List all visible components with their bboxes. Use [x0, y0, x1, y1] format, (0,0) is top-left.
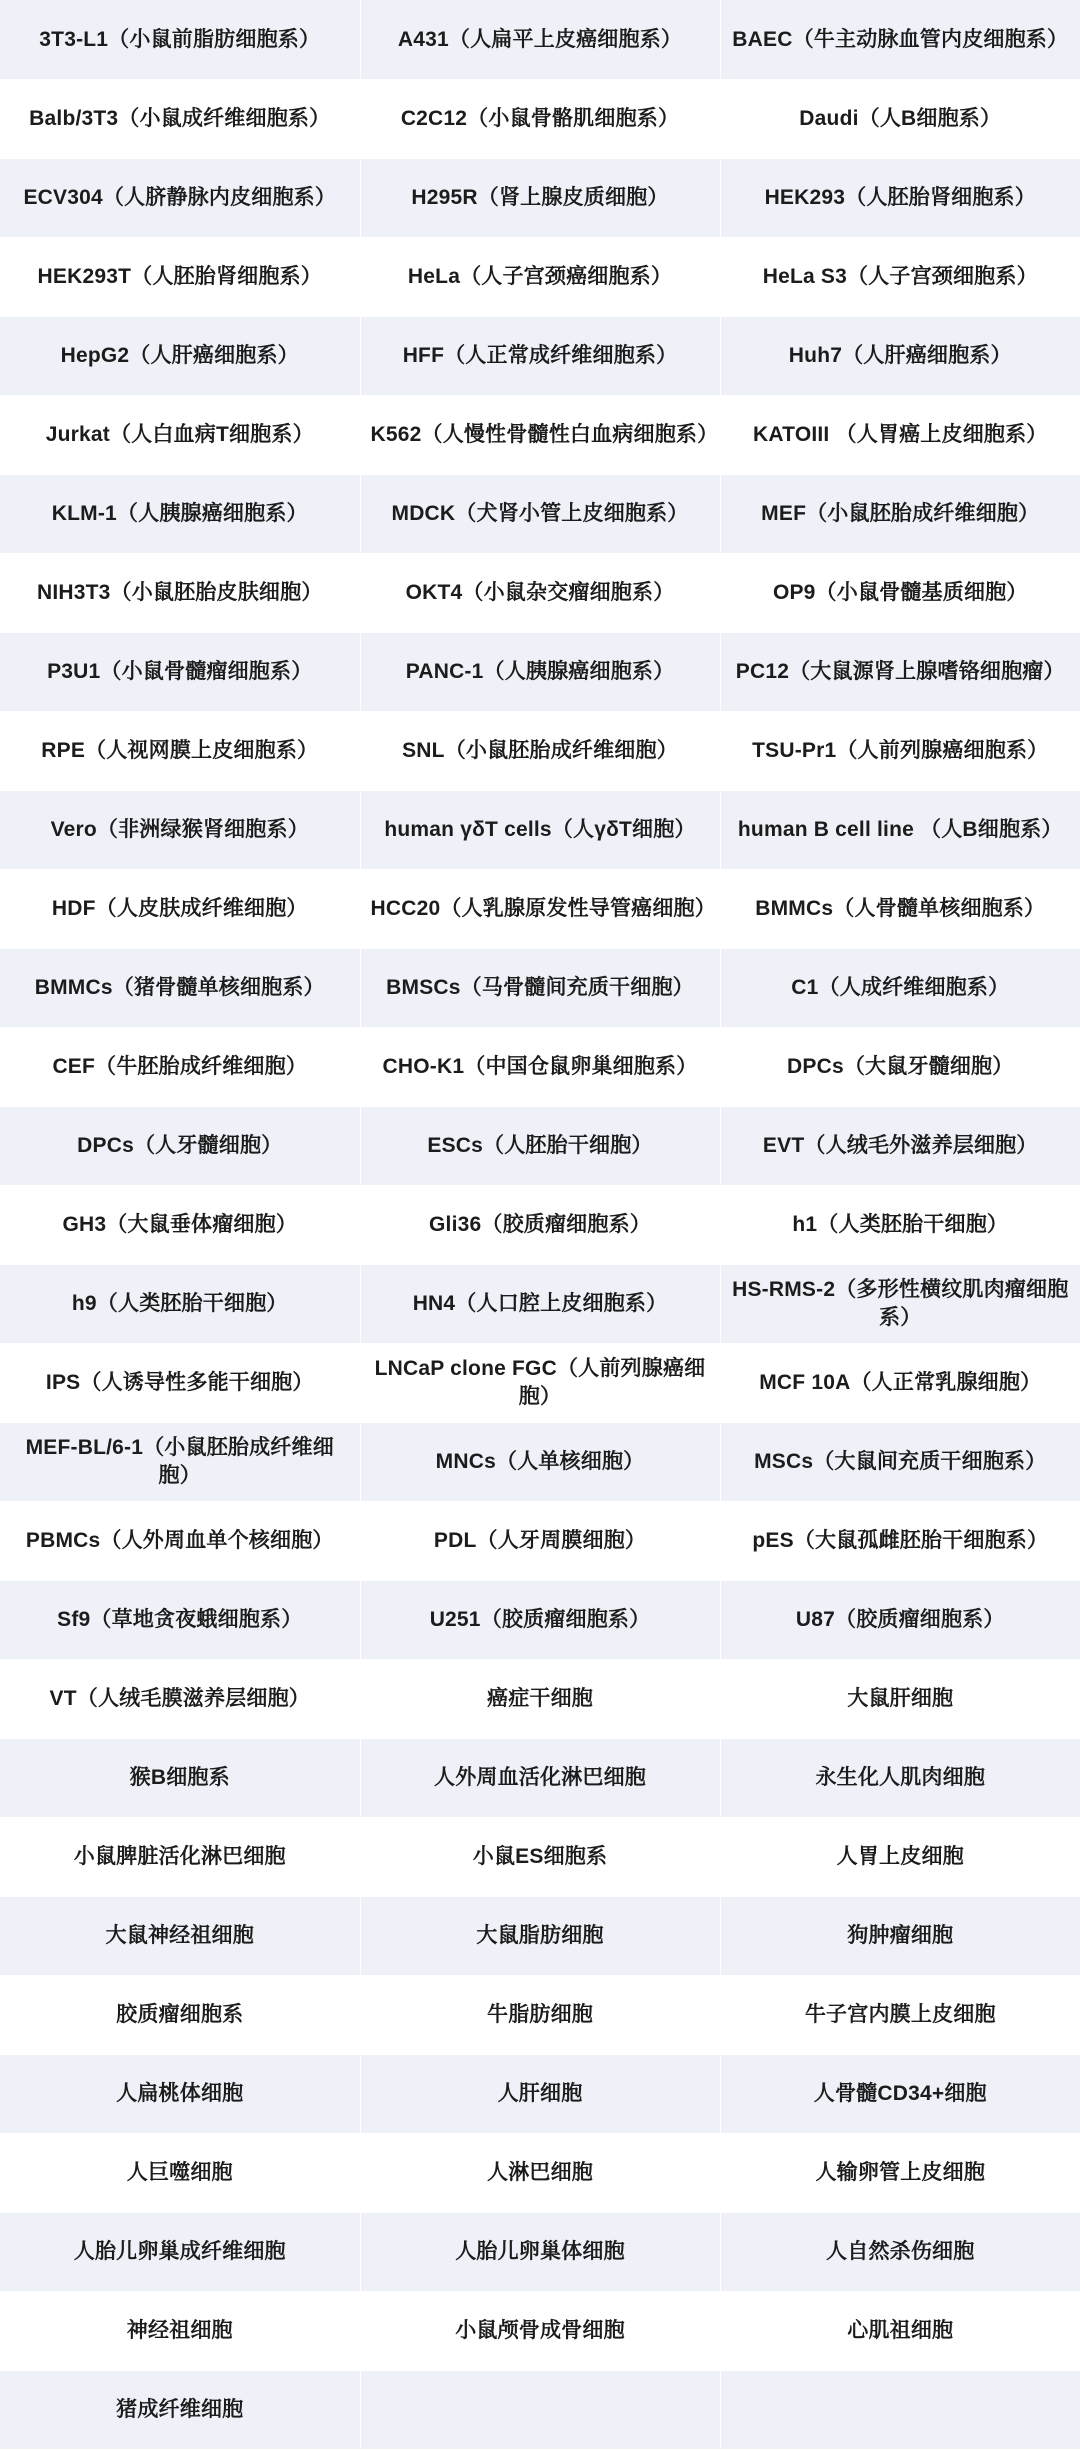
cell-line-name[interactable]: SNL（小鼠胚胎成纤维细胞）	[360, 711, 720, 790]
table-row	[0, 1185, 1080, 1264]
cell-line-name[interactable]: human B cell line （人B细胞系）	[720, 790, 1080, 869]
cell-line-name[interactable]: MCF 10A（人正常乳腺细胞）	[720, 1343, 1080, 1422]
cell-line-name[interactable]: 人输卵管上皮细胞	[720, 2133, 1080, 2212]
cell-line-name[interactable]: 心肌祖细胞	[720, 2291, 1080, 2370]
table-row	[0, 711, 1080, 790]
cell-line-name[interactable]: 人胎儿卵巢成纤维细胞	[0, 2212, 360, 2291]
cell-line-name[interactable]: Vero（非洲绿猴肾细胞系）	[0, 790, 360, 869]
table-row	[0, 1580, 1080, 1659]
cell-line-name[interactable]: OKT4（小鼠杂交瘤细胞系）	[360, 553, 720, 632]
cell-line-name[interactable]: KATOIII （人胃癌上皮细胞系）	[720, 395, 1080, 474]
cell-line-name[interactable]: RPE（人视网膜上皮细胞系）	[0, 711, 360, 790]
cell-line-name[interactable]: 人淋巴细胞	[360, 2133, 720, 2212]
cell-line-name[interactable]: OP9（小鼠骨髓基质细胞）	[720, 553, 1080, 632]
table-row	[0, 1975, 1080, 2054]
cell-line-name[interactable]: 人胃上皮细胞	[720, 1817, 1080, 1896]
cell-line-name[interactable]: MDCK（犬肾小管上皮细胞系）	[360, 474, 720, 553]
cell-line-name[interactable]: HN4（人口腔上皮细胞系）	[360, 1264, 720, 1343]
cell-line-name[interactable]: PDL（人牙周膜细胞）	[360, 1501, 720, 1580]
table-row	[0, 2370, 1080, 2449]
cell-line-name[interactable]: PANC‐1（人胰腺癌细胞系）	[360, 632, 720, 711]
cell-line-name[interactable]: DPCs（人牙髓细胞）	[0, 1106, 360, 1185]
cell-line-name[interactable]: 永生化人肌肉细胞	[720, 1738, 1080, 1817]
cell-line-name[interactable]: DPCs（大鼠牙髓细胞）	[720, 1027, 1080, 1106]
table-row	[0, 1501, 1080, 1580]
cell-line-name[interactable]: U251（胶质瘤细胞系）	[360, 1580, 720, 1659]
cell-line-name[interactable]: Sf9（草地贪夜蛾细胞系）	[0, 1580, 360, 1659]
cell-line-name[interactable]: 人骨髓CD34+细胞	[720, 2054, 1080, 2133]
cell-line-name[interactable]: KLM‐1（人胰腺癌细胞系）	[0, 474, 360, 553]
cell-line-name[interactable]: 猴B细胞系	[0, 1738, 360, 1817]
cell-line-name[interactable]: Daudi（人B细胞系）	[720, 79, 1080, 158]
cell-line-name[interactable]: 人自然杀伤细胞	[720, 2212, 1080, 2291]
table-row	[0, 79, 1080, 158]
cell-line-name[interactable]: h1（人类胚胎干细胞）	[720, 1185, 1080, 1264]
cell-line-name[interactable]: HDF（人皮肤成纤维细胞）	[0, 869, 360, 948]
empty-cell	[360, 2370, 720, 2449]
table-row	[0, 158, 1080, 237]
cell-line-name[interactable]: BMSCs（马骨髓间充质干细胞）	[360, 948, 720, 1027]
cell-line-name[interactable]: H295R（肾上腺皮质细胞）	[360, 158, 720, 237]
cell-line-name[interactable]: 牛子宫内膜上皮细胞	[720, 1975, 1080, 2054]
cell-line-name[interactable]: HCC20（人乳腺原发性导管癌细胞）	[360, 869, 720, 948]
table-row	[0, 553, 1080, 632]
cell-line-name[interactable]: HepG2（人肝癌细胞系）	[0, 316, 360, 395]
cell-line-name[interactable]: h9（人类胚胎干细胞）	[0, 1264, 360, 1343]
cell-line-name[interactable]: HEK293T（人胚胎肾细胞系）	[0, 237, 360, 316]
table-row	[0, 632, 1080, 711]
cell-line-name[interactable]: MEF-BL/6-1（小鼠胚胎成纤维细胞）	[0, 1422, 360, 1501]
cell-line-name[interactable]: HS-RMS-2（多形性横纹肌肉瘤细胞系）	[720, 1264, 1080, 1343]
cell-line-name[interactable]: 神经祖细胞	[0, 2291, 360, 2370]
cell-line-name[interactable]: 人胎儿卵巢体细胞	[360, 2212, 720, 2291]
cell-line-name[interactable]: MNCs（人单核细胞）	[360, 1422, 720, 1501]
cell-line-name[interactable]: pES（大鼠孤雌胚胎干细胞系）	[720, 1501, 1080, 1580]
cell-line-name[interactable]: Huh7（人肝癌细胞系）	[720, 316, 1080, 395]
table-row	[0, 237, 1080, 316]
table-row	[0, 395, 1080, 474]
cell-line-name[interactable]: 人肝细胞	[360, 2054, 720, 2133]
table-row	[0, 2291, 1080, 2370]
cell-line-name[interactable]: MEF（小鼠胚胎成纤维细胞）	[720, 474, 1080, 553]
table-row	[0, 1027, 1080, 1106]
table-row	[0, 948, 1080, 1027]
cell-line-name[interactable]: PC12（大鼠源肾上腺嗜铬细胞瘤）	[720, 632, 1080, 711]
table-row	[0, 2054, 1080, 2133]
cell-line-name[interactable]: 胶质瘤细胞系	[0, 1975, 360, 2054]
table-row	[0, 474, 1080, 553]
cell-line-name[interactable]: 猪成纤维细胞	[0, 2370, 360, 2449]
cell-line-name[interactable]: Jurkat（人白血病T细胞系）	[0, 395, 360, 474]
cell-line-name[interactable]: 小鼠ES细胞系	[360, 1817, 720, 1896]
cell-line-name[interactable]: LNCaP clone FGC（人前列腺癌细胞）	[360, 1343, 720, 1422]
table-row	[0, 1817, 1080, 1896]
table-row	[0, 1896, 1080, 1975]
empty-cell	[720, 2370, 1080, 2449]
cell-line-name[interactable]: 大鼠脂肪细胞	[360, 1896, 720, 1975]
cell-line-name[interactable]: P3U1（小鼠骨髓瘤细胞系）	[0, 632, 360, 711]
cell-line-name[interactable]: 小鼠脾脏活化淋巴细胞	[0, 1817, 360, 1896]
cell-line-name[interactable]: HeLa S3（人子宫颈细胞系）	[720, 237, 1080, 316]
cell-line-name[interactable]: human γδT cells（人γδT细胞）	[360, 790, 720, 869]
cell-line-name[interactable]: MSCs（大鼠间充质干细胞系）	[720, 1422, 1080, 1501]
cell-line-name[interactable]: ECV304（人脐静脉内皮细胞系）	[0, 158, 360, 237]
table-row	[0, 1106, 1080, 1185]
table-row	[0, 1738, 1080, 1817]
cell-line-name[interactable]: Balb/3T3（小鼠成纤维细胞系）	[0, 79, 360, 158]
cell-line-name[interactable]: 小鼠颅骨成骨细胞	[360, 2291, 720, 2370]
cell-line-name[interactable]: 大鼠肝细胞	[720, 1659, 1080, 1738]
cell-line-name[interactable]: BMMCs（猪骨髓单核细胞系）	[0, 948, 360, 1027]
table-row	[0, 790, 1080, 869]
table-row	[0, 1659, 1080, 1738]
cell-line-name[interactable]: IPS（人诱导性多能干细胞）	[0, 1343, 360, 1422]
cell-line-name[interactable]: BAEC（牛主动脉血管内皮细胞系）	[720, 0, 1080, 79]
cell-line-name[interactable]: C2C12（小鼠骨骼肌细胞系）	[360, 79, 720, 158]
cell-line-name[interactable]: K562（人慢性骨髓性白血病细胞系）	[360, 395, 720, 474]
cell-line-name[interactable]: 人扁桃体细胞	[0, 2054, 360, 2133]
cell-line-name[interactable]: CEF（牛胚胎成纤维细胞）	[0, 1027, 360, 1106]
cell-line-name[interactable]: 癌症干细胞	[360, 1659, 720, 1738]
cell-line-name[interactable]: 大鼠神经祖细胞	[0, 1896, 360, 1975]
cell-line-name[interactable]: HEK293（人胚胎肾细胞系）	[720, 158, 1080, 237]
cell-line-name[interactable]: C1（人成纤维细胞系）	[720, 948, 1080, 1027]
cell-line-name[interactable]: GH3（大鼠垂体瘤细胞）	[0, 1185, 360, 1264]
cell-line-name[interactable]: ESCs（人胚胎干细胞）	[360, 1106, 720, 1185]
table-row	[0, 2133, 1080, 2212]
cell-line-name[interactable]: 3T3‐L1（小鼠前脂肪细胞系）	[0, 0, 360, 79]
cell-line-name[interactable]: 牛脂肪细胞	[360, 1975, 720, 2054]
cell-line-name[interactable]: CHO-K1（中国仓鼠卵巢细胞系）	[360, 1027, 720, 1106]
table-row	[0, 316, 1080, 395]
cell-line-name[interactable]: EVT（人绒毛外滋养层细胞）	[720, 1106, 1080, 1185]
cell-line-name[interactable]: Gli36（胶质瘤细胞系）	[360, 1185, 720, 1264]
table-row	[0, 1343, 1080, 1422]
cell-line-name[interactable]: 狗肿瘤细胞	[720, 1896, 1080, 1975]
table-row	[0, 1264, 1080, 1343]
table-row	[0, 1422, 1080, 1501]
cell-line-name[interactable]: BMMCs（人骨髓单核细胞系）	[720, 869, 1080, 948]
cell-line-name[interactable]: TSU‐Pr1（人前列腺癌细胞系）	[720, 711, 1080, 790]
cell-line-name[interactable]: PBMCs（人外周血单个核细胞）	[0, 1501, 360, 1580]
table-row	[0, 2212, 1080, 2291]
cell-line-name[interactable]: VT（人绒毛膜滋养层细胞）	[0, 1659, 360, 1738]
cell-line-name[interactable]: HFF（人正常成纤维细胞系）	[360, 316, 720, 395]
cell-line-name[interactable]: 人外周血活化淋巴细胞	[360, 1738, 720, 1817]
cell-line-name[interactable]: NIH3T3（小鼠胚胎皮肤细胞）	[0, 553, 360, 632]
cell-line-name[interactable]: A431（人扁平上皮癌细胞系）	[360, 0, 720, 79]
cell-line-name[interactable]: U87（胶质瘤细胞系）	[720, 1580, 1080, 1659]
table-row	[0, 869, 1080, 948]
cell-line-name[interactable]: HeLa（人子宫颈癌细胞系）	[360, 237, 720, 316]
cell-line-name[interactable]: 人巨噬细胞	[0, 2133, 360, 2212]
table-row	[0, 0, 1080, 79]
